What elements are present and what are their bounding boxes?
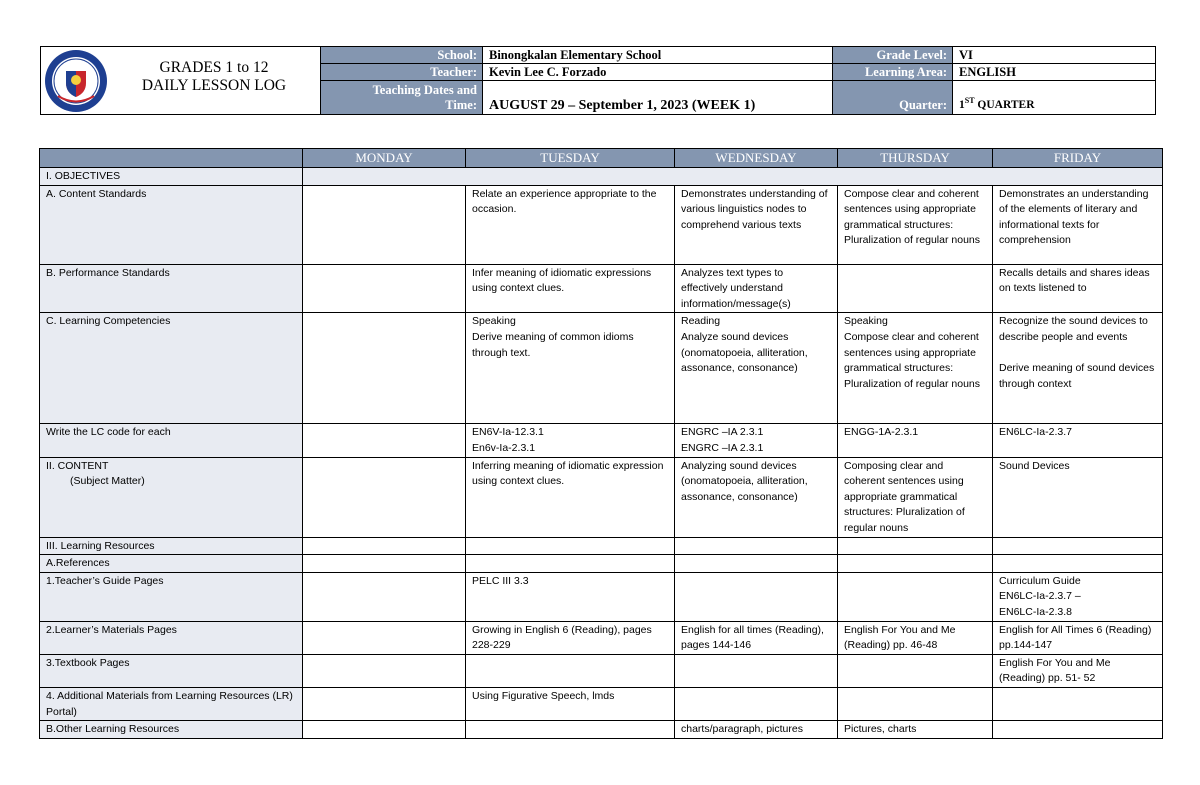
day-header-row [40,149,1163,168]
references-wednesday [675,555,838,573]
content-standards-tuesday: Relate an experience appropriate to the occasion. [466,185,675,264]
quarter-word: QUARTER [974,99,1035,111]
grade-level-value: VI [953,47,1156,64]
quarter-value [953,81,1156,115]
learning-competencies-thursday: Speaking Compose clear and coherent sentences using appropriate grammatical structures: Pluralization of regular nouns [838,313,993,424]
learning-resources-friday [993,537,1163,555]
objectives-row [40,168,1163,186]
content-thursday: Composing clear and coherent sentences using appropriate grammatical structures: Pluralization of regular nouns [838,457,993,537]
day-header-friday: FRIDAY [993,149,1163,168]
learners-materials-thursday: English For You and Me (Reading) pp. 46-48 [838,621,993,654]
lc-code-row [40,424,1163,457]
performance-standards-label: B. Performance Standards [40,264,303,313]
learning-area-label: Learning Area: [833,64,953,81]
other-resources-thursday: Pictures, charts [838,721,993,739]
teachers-guide-label: 1.Teacher’s Guide Pages [40,572,303,621]
teachers-guide-wednesday [675,572,838,621]
content-standards-friday: Demonstrates an understanding of the elements of literary and informational texts for comprehension [993,185,1163,264]
textbook-wednesday [675,654,838,687]
quarter-label: Quarter: [833,81,953,115]
performance-standards-friday: Recalls details and shares ideas on texts listened to [993,264,1163,313]
deped-seal-icon [44,49,108,113]
day-header-thursday: THURSDAY [838,149,993,168]
references-label: A.References [40,555,303,573]
additional-materials-monday [303,687,466,720]
textbook-monday [303,654,466,687]
teaching-dates-label-line-2: Time: [445,98,477,112]
teachers-guide-tuesday: PELC III 3.3 [466,572,675,621]
teaching-dates-value: AUGUST 29 – September 1, 2023 (WEEK 1) [483,81,833,115]
objectives-label: I. OBJECTIVES [40,168,303,186]
content-standards-wednesday: Demonstrates understanding of various linguistics nodes to comprehend various texts [675,185,838,264]
learners-materials-friday: English for All Times 6 (Reading) pp.144-147 [993,621,1163,654]
school-value: Binongkalan Elementary School [483,47,833,64]
lc-code-monday [303,424,466,457]
teachers-guide-monday [303,572,466,621]
additional-materials-label: 4. Additional Materials from Learning Resources (LR) Portal) [40,687,303,720]
lc-code-tuesday: EN6V-Ia-12.3.1 En6v-Ia-2.3.1 [466,424,675,457]
lc-code-label: Write the LC code for each [40,424,303,457]
title-line-2: DAILY LESSON LOG [141,77,287,94]
other-resources-monday [303,721,466,739]
learning-resources-monday [303,537,466,555]
learning-competencies-monday [303,313,466,424]
performance-standards-tuesday: Infer meaning of idiomatic expressions using context clues. [466,264,675,313]
header-title-cell [41,47,321,115]
learning-resources-label: III. Learning Resources [40,537,303,555]
textbook-friday: English For You and Me (Reading) pp. 51- 52 [993,654,1163,687]
learning-competencies-friday: Recognize the sound devices to describe people and events Derive meaning of sound devices through context [993,313,1163,424]
content-label: II. CONTENT [46,459,109,472]
references-thursday [838,555,993,573]
teachers-guide-row [40,572,1163,621]
lesson-log-table [39,148,1163,739]
references-row [40,555,1163,573]
learning-area-value: ENGLISH [953,64,1156,81]
lc-code-friday: EN6LC-Ia-2.3.7 [993,424,1163,457]
quarter-suffix: ST [964,96,975,106]
day-header-tuesday: TUESDAY [466,149,675,168]
learning-competencies-wednesday: Reading Analyze sound devices (onomatopoeia, alliteration, assonance, consonance) [675,313,838,424]
teaching-dates-label-line-1: Teaching Dates and [372,83,477,97]
additional-materials-wednesday [675,687,838,720]
content-friday: Sound Devices [993,457,1163,537]
learning-resources-tuesday [466,537,675,555]
textbook-label: 3.Textbook Pages [40,654,303,687]
title-line-1: GRADES 1 to 12 [159,59,269,76]
day-header-wednesday: WEDNESDAY [675,149,838,168]
school-label: School: [321,47,483,64]
quarter-number: 1 [959,99,965,111]
content-standards-label: A. Content Standards [40,185,303,264]
content-standards-thursday: Compose clear and coherent sentences using appropriate grammatical structures: Pluralization of regular nouns [838,185,993,264]
other-resources-label: B.Other Learning Resources [40,721,303,739]
performance-standards-row [40,264,1163,313]
header-table [40,46,1156,115]
content-standards-monday [303,185,466,264]
objectives-span-cell [303,168,1163,186]
textbook-row [40,654,1163,687]
lesson-log-title [108,47,320,95]
performance-standards-wednesday: Analyzes text types to effectively understand information/message(s) [675,264,838,313]
learning-resources-row [40,537,1163,555]
textbook-thursday [838,654,993,687]
additional-materials-friday [993,687,1163,720]
performance-standards-thursday [838,264,993,313]
other-resources-wednesday: charts/paragraph, pictures [675,721,838,739]
teacher-label: Teacher: [321,64,483,81]
teachers-guide-thursday [838,572,993,621]
day-header-monday: MONDAY [303,149,466,168]
additional-materials-thursday [838,687,993,720]
additional-materials-row [40,687,1163,720]
teaching-dates-label [321,81,483,115]
learning-competencies-label: C. Learning Competencies [40,313,303,424]
content-wednesday: Analyzing sound devices (onomatopoeia, alliteration, assonance, consonance) [675,457,838,537]
references-monday [303,555,466,573]
content-monday [303,457,466,537]
learning-competencies-tuesday: Speaking Derive meaning of common idioms through text. [466,313,675,424]
content-row [40,457,1163,537]
performance-standards-monday [303,264,466,313]
day-header-blank [40,149,303,168]
teachers-guide-friday: Curriculum Guide EN6LC-Ia-2.3.7 – EN6LC-Ia-2.3.8 [993,572,1163,621]
additional-materials-tuesday: Using Figurative Speech, lmds [466,687,675,720]
grade-level-label: Grade Level: [833,47,953,64]
learners-materials-monday [303,621,466,654]
lc-code-thursday: ENGG-1A-2.3.1 [838,424,993,457]
references-friday [993,555,1163,573]
learners-materials-label: 2.Learner’s Materials Pages [40,621,303,654]
other-resources-friday [993,721,1163,739]
learning-resources-wednesday [675,537,838,555]
textbook-tuesday [466,654,675,687]
content-tuesday: Inferring meaning of idiomatic expression using context clues. [466,457,675,537]
learners-materials-wednesday: English for all times (Reading), pages 144-146 [675,621,838,654]
learners-materials-tuesday: Growing in English 6 (Reading), pages 228-229 [466,621,675,654]
learning-resources-thursday [838,537,993,555]
learning-competencies-row [40,313,1163,424]
other-resources-row [40,721,1163,739]
lc-code-wednesday: ENGRC –IA 2.3.1 ENGRC –IA 2.3.1 [675,424,838,457]
content-label-cell [40,457,303,537]
teacher-value: Kevin Lee C. Forzado [483,64,833,81]
other-resources-tuesday [466,721,675,739]
references-tuesday [466,555,675,573]
content-standards-row [40,185,1163,264]
content-sublabel: (Subject Matter) [70,475,145,488]
learners-materials-row [40,621,1163,654]
